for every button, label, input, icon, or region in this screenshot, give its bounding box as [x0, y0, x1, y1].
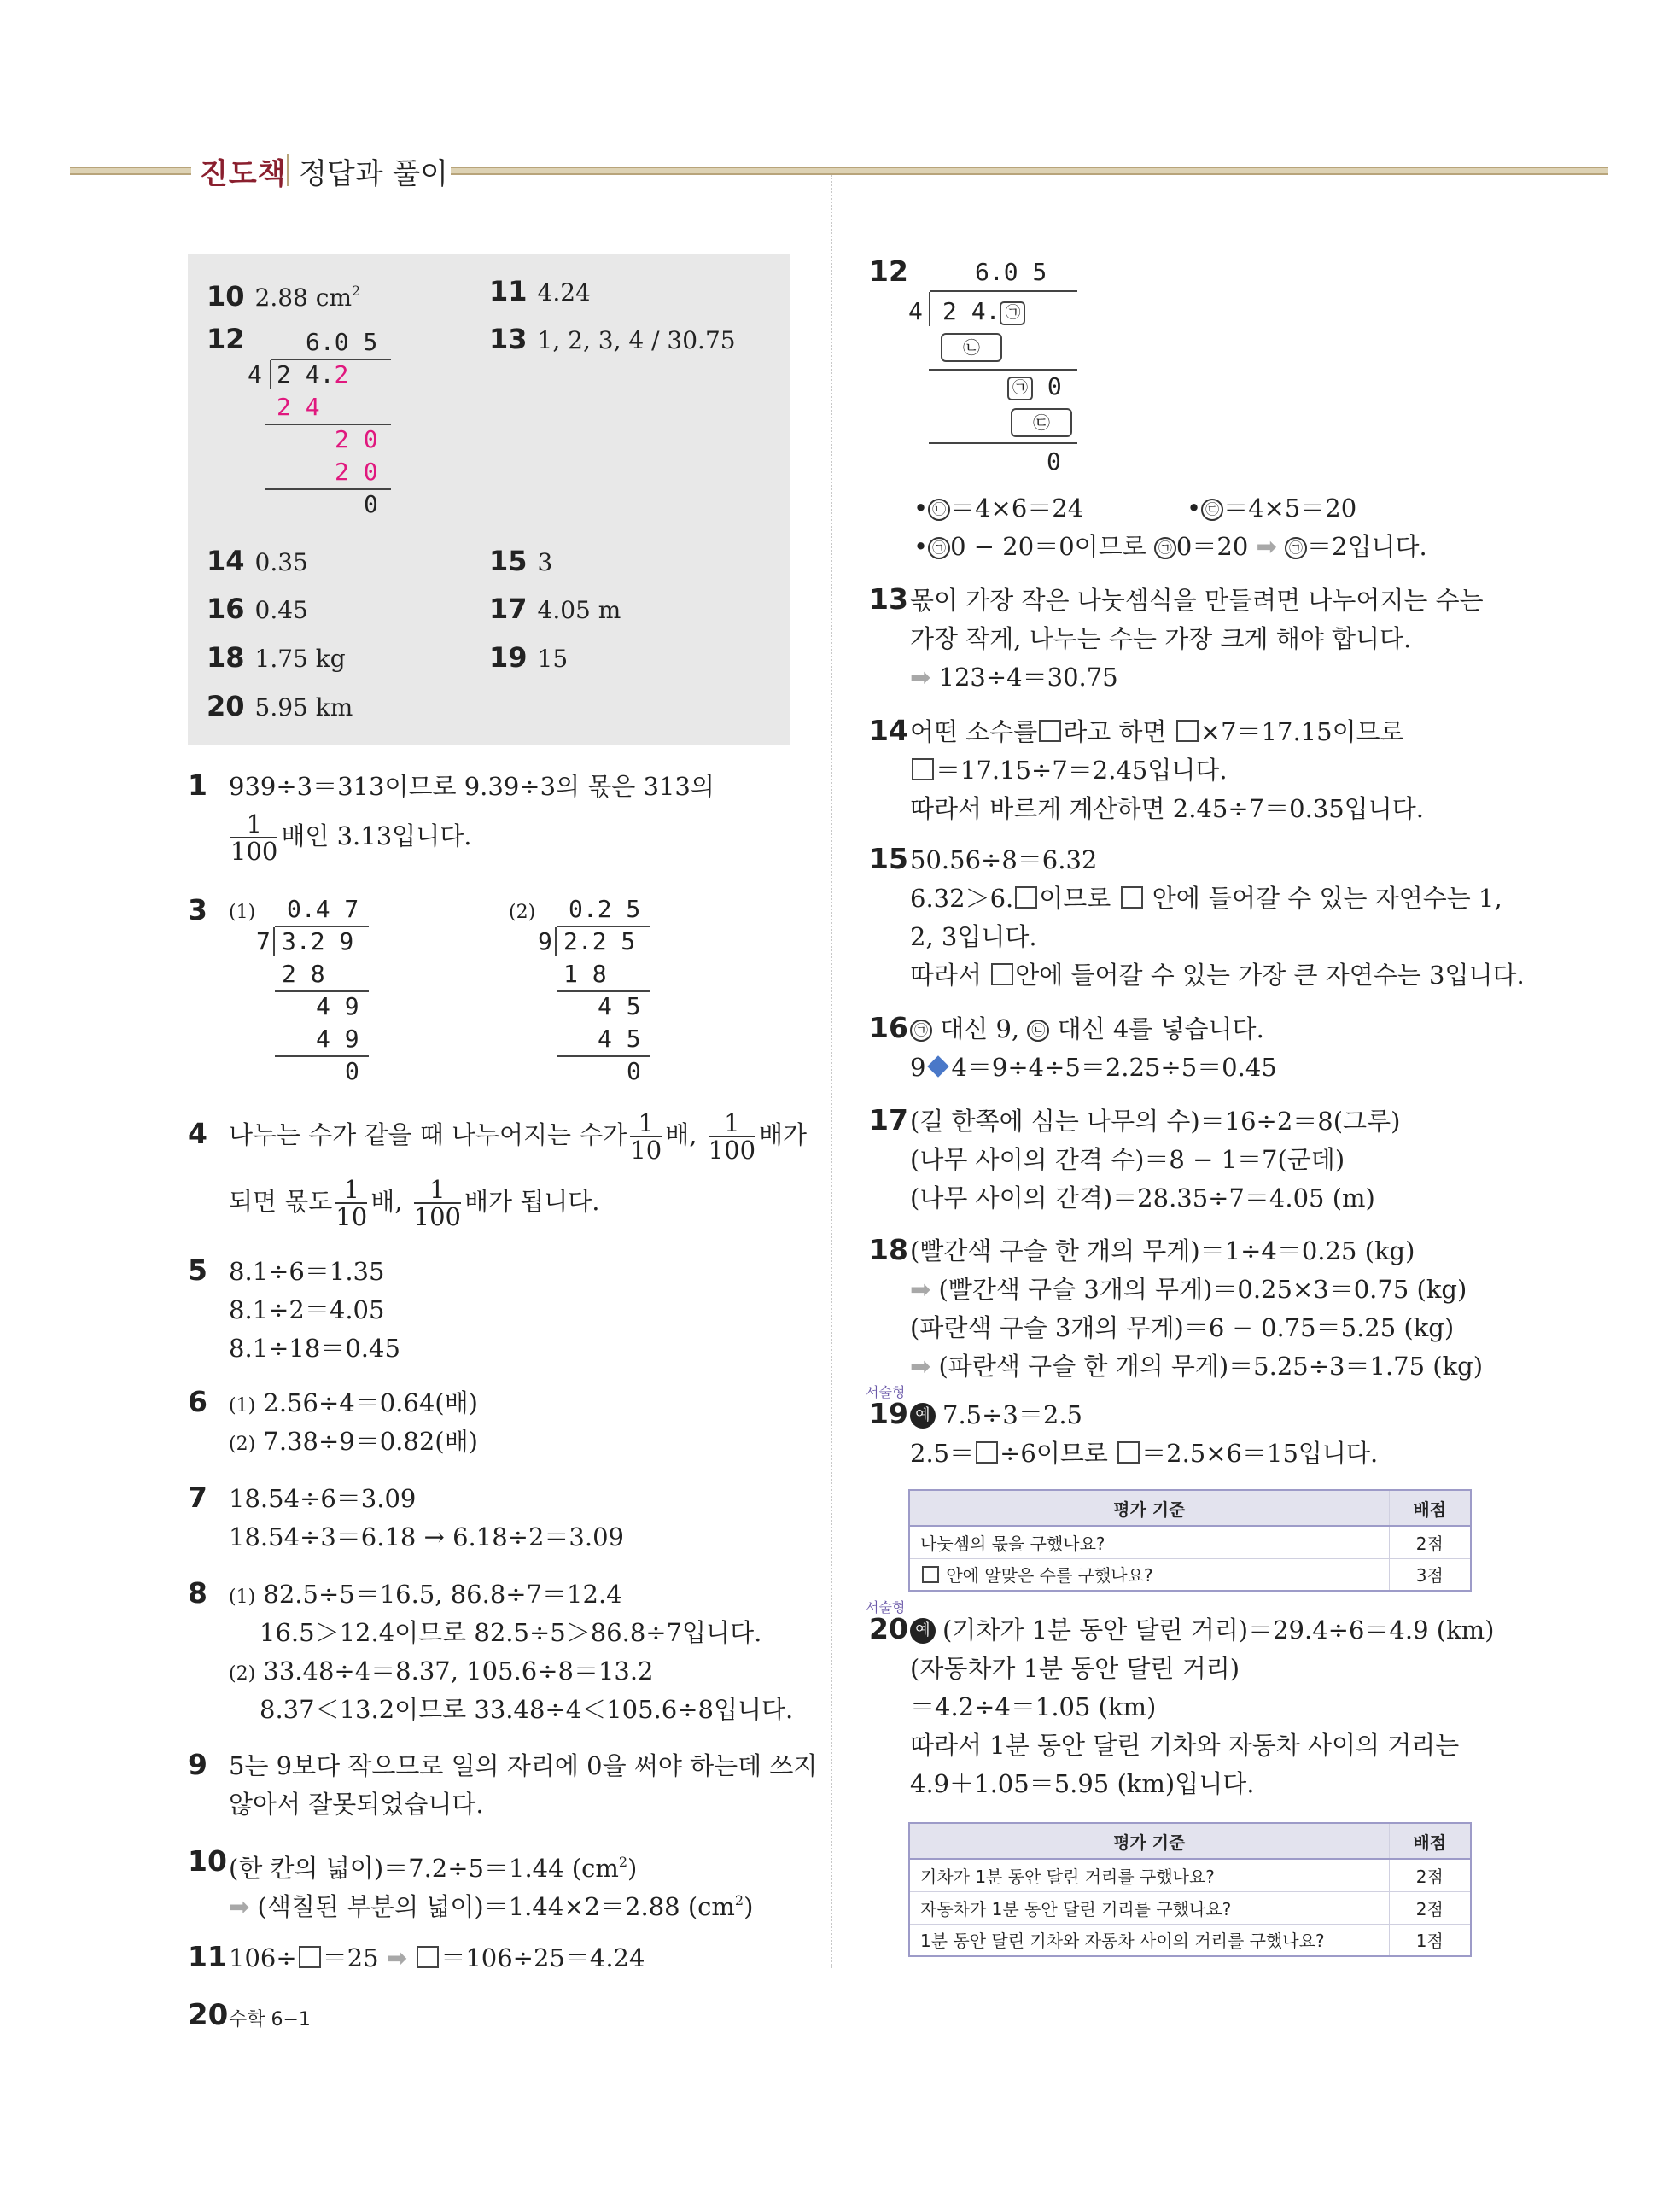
arrow-icon: ➡ [386, 1943, 408, 1972]
example-icon: 예 [910, 1403, 936, 1429]
answer-16: 16 0.45 [207, 593, 308, 625]
q15-line4: 따라서 안에 들어갈 수 있는 가장 큰 자연수는 3입니다. [910, 961, 1525, 990]
q7-number: 7 [188, 1481, 207, 1514]
answer-12-number: 12 [207, 323, 245, 355]
q17-line3: (나무 사이의 간격)＝28.35÷7＝4.05 (m) [910, 1183, 1375, 1212]
box-ld12-row3: 2 0 [335, 458, 378, 486]
answer-11: 11 4.24 [489, 275, 591, 307]
answer-18: 18 1.75 kg [207, 641, 346, 674]
blank-box-icon [417, 1946, 439, 1968]
column-divider [831, 175, 832, 1968]
diamond-icon [928, 1055, 949, 1077]
q17-line1: (길 한쪽에 심는 나무의 수)＝16÷2＝8(그루) [910, 1107, 1401, 1136]
q5-line3: 8.1÷18＝0.45 [229, 1334, 400, 1363]
q6-line1: (1) 2.56÷4＝0.64(배) [229, 1388, 478, 1417]
answer-15: 15 3 [489, 545, 553, 577]
q18-line1: (빨간색 구슬 한 개의 무게)＝1÷4＝0.25 (kg) [910, 1236, 1415, 1265]
q18-line4: ➡ (파란색 구슬 한 개의 무게)＝5.25÷3＝1.75 (kg) [910, 1352, 1484, 1381]
q20-rubric [908, 1822, 1472, 1957]
q13-line3: ➡ 123÷4＝30.75 [910, 663, 1118, 692]
q6-line2: (2) 7.38÷9＝0.82(배) [229, 1427, 478, 1456]
example-icon: 예 [910, 1618, 936, 1644]
q12-bullet3: • ㉠ 0 − 20＝0이므로 ㉠ 0＝20 ➡ ㉠ ＝2입니다. [913, 532, 1427, 561]
rubric-header-score: 배점 [1389, 1823, 1471, 1859]
blank-box-icon [912, 758, 934, 780]
ld3b-quotient: 0.2 5 [569, 895, 641, 923]
header-rule-right [451, 167, 1608, 175]
ld3b-dividend: 2.2 5 [563, 927, 636, 955]
q13-number: 13 [869, 582, 908, 616]
ld12-line2 [929, 442, 1077, 444]
box-ld12-bracket [270, 360, 271, 389]
ld12-dividend: 2 4. ㉠ [942, 295, 1025, 328]
blank-box-icon [976, 1441, 998, 1464]
rubric-score: 2점 [1389, 1891, 1471, 1924]
ld3b-row2: 4 5 [598, 992, 641, 1020]
q16-number: 16 [869, 1011, 908, 1044]
rubric-header-score: 배점 [1389, 1490, 1471, 1526]
q18-number: 18 [869, 1233, 908, 1266]
q10-line2: ➡ (색칠된 부분의 넓이)＝1.44×2＝2.88 $(cm^2)$ [229, 1892, 754, 1921]
ld12-bar [930, 290, 1077, 292]
q16-line2: 9 4＝9÷4÷5＝2.25÷5＝0.45 [910, 1053, 1277, 1082]
q20-line5: 4.9＋1.05＝5.95 (km)입니다. [910, 1769, 1255, 1798]
q4-number: 4 [188, 1117, 207, 1150]
blank-box-icon [299, 1946, 321, 1968]
q18-line2: ➡ (빨간색 구슬 3개의 무게)＝0.25×3＝0.75 (kg) [910, 1275, 1467, 1304]
q1-line1: 939÷3＝313이므로 9.39÷3의 몫은 313의 [229, 772, 715, 801]
q19-line1: 예 7.5÷3＝2.5 [910, 1395, 1082, 1434]
blank-box-icon [1039, 720, 1061, 742]
rubric-header-criteria: 평가 기준 [909, 1823, 1389, 1859]
q15-line3: 2, 3입니다. [910, 922, 1037, 951]
arrow-icon: ➡ [910, 1352, 931, 1381]
ld3b-row4: 0 [627, 1057, 641, 1085]
box-ld12-row4: 0 [364, 490, 378, 518]
q1-line2: $\frac{1}{100}$ 배인 3.13입니다. [230, 809, 472, 866]
ld12-blank-c: ㉢ [1011, 408, 1072, 437]
ld3a-row2: 4 9 [316, 992, 359, 1020]
header-separator [287, 154, 289, 186]
box-ld12-divisor: 4 [248, 360, 262, 389]
q13-line1: 몫이 가장 작은 나눗셈식을 만들려면 나누어지는 수는 [910, 586, 1484, 615]
q5-line2: 8.1÷2＝4.05 [229, 1295, 385, 1324]
arrow-icon: ➡ [910, 663, 931, 692]
header-title: 진도책 [200, 157, 287, 191]
rubric-row: 1분 동안 달린 기차와 자동차 사이의 거리를 구했나요? [909, 1924, 1389, 1956]
q5-line1: 8.1÷6＝1.35 [229, 1257, 385, 1286]
q1-fraction: $\frac{1}{100}$ [230, 809, 278, 866]
ld3a-dividend: 3.2 9 [282, 927, 354, 955]
ld3b-bracket [555, 927, 557, 956]
answer-14: 14 0.35 [207, 545, 308, 577]
ld3a-quotient: 0.4 7 [287, 895, 359, 923]
q17-line2: (나무 사이의 간격 수)＝8 − 1＝7(군데) [910, 1145, 1345, 1174]
arrow-icon: ➡ [1256, 532, 1277, 561]
q7-line2: 18.54÷3＝6.18 → 6.18÷2＝3.09 [229, 1522, 624, 1551]
ld3a-bracket [273, 927, 275, 956]
q16-line1: ㉠ 대신 9, ㉡ 대신 4를 넣습니다. [910, 1009, 1264, 1049]
rubric-row: 나눗셈의 몫을 구했나요? [909, 1526, 1389, 1558]
ld3b-row1: 1 8 [563, 960, 607, 988]
rubric-score: 2점 [1389, 1526, 1471, 1558]
q9-line2: 않아서 잘못되었습니다. [229, 1790, 484, 1819]
q17-number: 17 [869, 1103, 908, 1136]
blank-box-icon [1121, 886, 1143, 909]
ld3a-divisor: 7 [256, 927, 271, 955]
rubric-score: 1점 [1389, 1924, 1471, 1956]
q9-line1: 5는 9보다 작으므로 일의 자리에 0을 써야 하는데 쓰지 [229, 1751, 818, 1780]
q12-number: 12 [869, 254, 908, 288]
q3-part2-label: (2) [509, 902, 536, 923]
header-subtitle: 정답과 풀이 [299, 157, 449, 191]
box-ld12-row2: 2 0 [335, 425, 378, 453]
q14-number: 14 [869, 714, 908, 747]
q1-number: 1 [188, 768, 207, 802]
q4-line2: 되면 몫도 $\frac{1}{10}$ 배, $\frac{1}{100}$ 배가 됩니다. [229, 1175, 600, 1231]
q20-number: 20 [869, 1612, 908, 1645]
q8-line4: 8.37＜13.2이므로 33.48÷4＜105.6÷8입니다. [260, 1695, 794, 1724]
q3-number: 3 [188, 893, 207, 926]
q20-line4: 따라서 1분 동안 달린 기차와 자동차 사이의 거리는 [910, 1731, 1460, 1760]
blank-box-icon [991, 963, 1013, 985]
q18-line3: (파란색 구슬 3개의 무게)＝6 − 0.75＝5.25 (kg) [910, 1313, 1455, 1342]
q7-line1: 18.54÷6＝3.09 [229, 1484, 417, 1513]
q9-number: 9 [188, 1748, 207, 1781]
ld3a-row4: 0 [345, 1057, 359, 1085]
rubric-score: 2점 [1389, 1859, 1471, 1891]
answer-13: 13 1, 2, 3, 4 / 30.75 [489, 323, 736, 355]
ld12-divisor: 4 [908, 297, 923, 325]
answer-20: 20 5.95 km [207, 690, 353, 722]
blank-box-icon [1117, 1441, 1140, 1464]
ld3a-row3: 4 9 [316, 1025, 359, 1053]
ld12-blank-b: ㉡ [941, 333, 1002, 362]
rubric-row: 안에 알맞은 수를 구했나요? [909, 1558, 1389, 1591]
q5-number: 5 [188, 1253, 207, 1287]
ld12-row4: 0 [1047, 447, 1061, 476]
blank-box-icon [1015, 886, 1037, 909]
q3-part1-label: (1) [229, 902, 256, 923]
rubric-row: 기차가 1분 동안 달린 거리를 구했나요? [909, 1859, 1389, 1891]
q11-number: 11 [188, 1940, 227, 1973]
q19-tag: 서술형 [866, 1384, 906, 1400]
q20-tag: 서술형 [866, 1599, 906, 1615]
arrow-icon: ➡ [910, 1275, 931, 1304]
q14-line3: 따라서 바르게 계산하면 2.45÷7＝0.35입니다. [910, 794, 1424, 823]
q13-line2: 가장 작게, 나누는 수는 가장 크게 해야 합니다. [910, 624, 1412, 653]
answer-19: 19 15 [489, 641, 569, 674]
q11-line1: 106÷ ＝25 ➡ ＝106÷25＝4.24 [229, 1943, 645, 1972]
rubric-header-criteria: 평가 기준 [909, 1490, 1389, 1526]
q8-line3: (2) 33.48÷4＝8.37, 105.6÷8＝13.2 [229, 1656, 654, 1686]
q12-bullet2: • ㉢ ＝4×5＝20 [1187, 494, 1357, 523]
book-title: 수학 6−1 [229, 2009, 311, 2030]
header-rule-left [70, 167, 191, 175]
q14-line2: ＝17.15÷7＝2.45입니다. [910, 751, 1228, 790]
q15-number: 15 [869, 842, 908, 875]
page-number: 20 [188, 1998, 229, 2032]
ld3b-row3: 4 5 [598, 1025, 641, 1053]
box-ld12-dividend: 2 4.2 [277, 360, 349, 389]
q8-line2: 16.5＞12.4이므로 82.5÷5＞86.8÷7입니다. [260, 1618, 762, 1647]
q20-line1: 예 (기차가 1분 동안 달린 거리)＝29.4÷6＝4.9 (km) [910, 1610, 1494, 1650]
ld3b-divisor: 9 [538, 927, 552, 955]
ld12-bracket [929, 292, 930, 326]
answer-10: 10 2.88 $cm^2$ [207, 280, 361, 313]
q19-line2: 2.5＝ ÷6이므로 ＝2.5×6＝15입니다. [910, 1439, 1379, 1468]
arrow-icon: ➡ [229, 1892, 250, 1921]
q20-line2: (자동차가 1분 동안 달린 거리) [910, 1654, 1240, 1683]
q8-number: 8 [188, 1576, 207, 1610]
q12-bullet1: • ㉡ ＝4×6＝24 [913, 494, 1084, 523]
rubric-score: 3점 [1389, 1558, 1471, 1591]
q4-line1: 나누는 수가 같을 때 나누어지는 수가 $\frac{1}{10}$ 배, $\frac{1}{100}$ 배가 [229, 1108, 808, 1165]
q14-line1: 어떤 소수를 라고 하면 ×7＝17.15이므로 [910, 717, 1404, 746]
q10-number: 10 [188, 1844, 227, 1878]
q15-line1: 50.56÷8＝6.32 [910, 845, 1098, 874]
answer-17: 17 4.05 m [489, 593, 621, 625]
q20-line3: ＝4.2÷4＝1.05 (km) [910, 1692, 1157, 1721]
ld12-row2: ㉠ 0 [1007, 371, 1062, 403]
q6-number: 6 [188, 1385, 207, 1418]
q19-number: 19 [869, 1397, 908, 1430]
rubric-row: 자동차가 1분 동안 달린 거리를 구했나요? [909, 1891, 1389, 1924]
blank-box-icon [922, 1566, 939, 1583]
q8-line1: (1) 82.5÷5＝16.5, 86.8÷7＝12.4 [229, 1580, 622, 1609]
q10-line1: (한 칸의 넓이)＝7.2÷5＝1.44 $(cm^2)$ [229, 1854, 638, 1883]
ld12-quotient: 6.0 5 [975, 258, 1047, 286]
q15-line2: 6.32＞6. 이므로 안에 들어갈 수 있는 자연수는 1, [910, 884, 1502, 913]
box-ld12-quotient: 6.0 5 [306, 328, 378, 356]
blank-box-icon [1176, 720, 1199, 742]
box-ld12-row1: 2 4 [277, 393, 320, 421]
ld3a-row1: 2 8 [282, 960, 325, 988]
q19-rubric [908, 1489, 1472, 1592]
